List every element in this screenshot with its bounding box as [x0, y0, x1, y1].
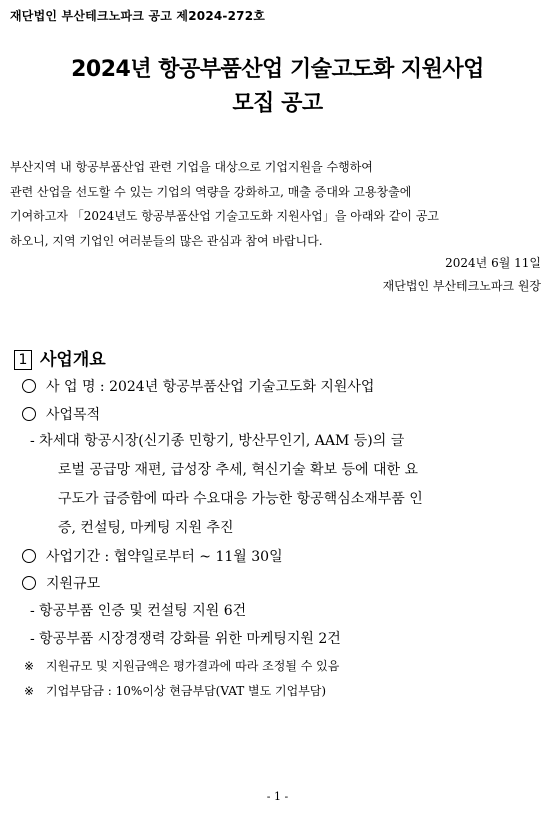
page-number: - 1 - — [266, 790, 289, 803]
intro-line: 기여하고자 「2024년도 항공부품산업 기술고도화 지원사업」을 아래와 같이 공고 — [10, 209, 440, 223]
intro-line: 부산지역 내 항공부품산업 관련 기업을 대상으로 기업지원을 수행하여 — [10, 160, 373, 174]
scale-label: 지원규모 — [46, 576, 101, 592]
document-subtitle: 모집 공고 — [232, 91, 323, 116]
note-item — [24, 682, 326, 699]
circle-bullet-icon — [22, 379, 36, 393]
scale-subitem: - 항공부품 시장경쟁력 강화를 위한 마케팅지원 2건 — [30, 631, 341, 647]
signature-block — [383, 254, 541, 300]
note-text: 기업부담금 : 10%이상 현금부담(VAT 별도 기업부담) — [46, 684, 327, 698]
intro-paragraph — [10, 158, 542, 256]
project-name-item — [22, 376, 374, 396]
notice-date: 2024년 6월 11일 — [445, 256, 541, 270]
section-heading — [14, 345, 106, 370]
section-number-box: 1 — [14, 350, 32, 370]
purpose-item — [22, 404, 100, 424]
note-item — [24, 657, 339, 674]
purpose-line: - 차세대 항공시장(신기종 민항기, 방산무인기, AAM 등)의 글 — [30, 433, 405, 449]
intro-line: 관련 산업을 선도할 수 있는 기업의 역량을 강화하고, 매출 증대와 고용창출에 — [10, 184, 412, 199]
project-name-text: 사 업 명 : 2024년 항공부품산업 기술고도화 지원사업 — [46, 379, 375, 395]
circle-bullet-icon — [22, 407, 36, 421]
scale-subitem: - 항공부품 인증 및 컨설팅 지원 6건 — [30, 603, 247, 619]
purpose-label: 사업목적 — [46, 407, 101, 423]
purpose-line: 증, 컨설팅, 마케팅 지원 추진 — [58, 520, 234, 536]
notice-number: 재단법인 부산테크노파크 공고 제2024-272호 — [10, 9, 266, 23]
purpose-line: 구도가 급증함에 따라 수요대응 가능한 항공핵심소재부품 인 — [58, 491, 423, 507]
signer: 재단법인 부산테크노파크 원장 — [382, 279, 541, 293]
period-text: 사업기간 : 협약일로부터 ~ 11월 30일 — [46, 549, 283, 565]
circle-bullet-icon — [22, 549, 36, 563]
period-item — [22, 546, 283, 566]
intro-line: 하오니, 지역 기업인 여러분들의 많은 관심과 참여 바랍니다. — [10, 233, 323, 248]
purpose-line: 로벌 공급망 재편, 급성장 추세, 혁신기술 확보 등에 대한 요 — [58, 462, 419, 478]
reference-mark-icon: ※ — [24, 684, 35, 698]
circle-bullet-icon — [22, 576, 36, 590]
reference-mark-icon: ※ — [24, 659, 35, 673]
section-title: 사업개요 — [40, 350, 106, 370]
scale-item — [22, 573, 100, 593]
document-title: 2024년 항공부품산업 기술고도화 지원사업 — [71, 57, 484, 82]
note-text: 지원규모 및 지원금액은 평가결과에 따라 조정될 수 있음 — [46, 659, 340, 673]
